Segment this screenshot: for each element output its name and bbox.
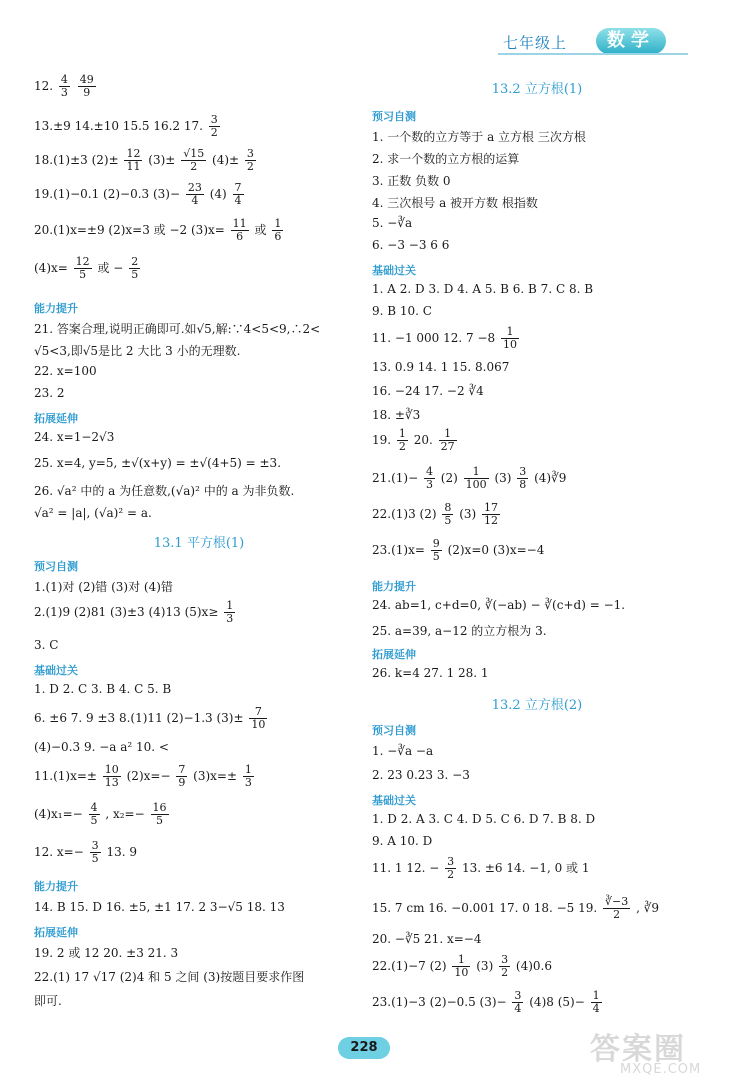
fraction: $\frac{9}{5}$ — [432, 537, 440, 563]
fraction: $\frac{11}{6}$ — [232, 217, 247, 243]
answer-line: (4)x₁=− $\frac{4}{5}$ , x₂=− $\frac{16}{5}$ — [34, 801, 167, 827]
fraction: $\frac{1}{10}$ — [454, 953, 469, 979]
answer-line: (4)−0.3 9. −a a² 10. < — [34, 740, 169, 754]
answer-line: 24. x=1−2√3 — [34, 430, 115, 444]
section-title: 13.2 立方根(2) — [491, 698, 583, 713]
answer-line: 即可. — [34, 994, 62, 1008]
section-heading: 基础过关 — [34, 664, 78, 677]
answer-line: 16. −24 17. −2 ∛4 — [372, 384, 484, 398]
answer-line: 12. x=− $\frac{3}{5}$ 13. 9 — [34, 839, 137, 865]
answer-line: 22.(1) 17 √17 (2)4 和 5 之间 (3)按题目要求作图 — [34, 970, 305, 984]
answer-line: 9. A 10. D — [372, 834, 433, 848]
answer-line: 9. B 10. C — [372, 304, 432, 318]
answer-line: 20.(1)x=±9 (2)x=3 或 −2 (3)x= $\frac{11}{6}$ 或 $\frac{1}{6}$ — [34, 217, 282, 243]
fraction: $\frac{2}{5}$ — [131, 255, 139, 281]
section-heading: 能力提升 — [372, 580, 416, 593]
answer-line: (4)x= $\frac{12}{5}$ 或 − $\frac{2}{5}$ — [34, 255, 139, 281]
fraction: $\frac{4}{3}$ — [425, 465, 433, 491]
answer-line: 18.(1)±3 (2)± $\frac{12}{11}$ (3)± $\frac{√15}{2}$ (4)± $\frac{3}{2}$ — [34, 147, 254, 173]
fraction: $\frac{1}{3}$ — [244, 763, 252, 789]
fraction: $\frac{12}{5}$ — [75, 255, 90, 281]
fraction: $\frac{12}{11}$ — [126, 147, 141, 173]
answer-line: 20. −∛5 21. x=−4 — [372, 932, 482, 946]
answer-line: 22.(1)3 (2) $\frac{8}{5}$ (3) $\frac{17}{12}$ — [372, 501, 499, 527]
answer-line: 3. 正数 负数 0 — [372, 174, 451, 188]
fraction: $\frac{4}{3}$ — [60, 73, 68, 99]
answer-line: 13.±9 14.±10 15.5 16.2 17. $\frac{3}{2}$ — [34, 113, 218, 139]
fraction: $\frac{1}{3}$ — [226, 599, 234, 625]
answer-line: 22. x=100 — [34, 364, 97, 378]
grade-label: 七年级上 — [503, 34, 568, 52]
watermark-logo: 答案圈 — [590, 1032, 686, 1067]
header-divider — [498, 53, 688, 55]
fraction: $\frac{7}{4}$ — [234, 181, 242, 207]
fraction: $\frac{3}{2}$ — [447, 855, 455, 881]
fraction: $\frac{10}{13}$ — [104, 763, 119, 789]
section-heading: 基础过关 — [372, 794, 416, 807]
answer-line: √5<3,即√5是比 2 大比 3 小的无理数. — [34, 344, 241, 358]
fraction: $\frac{3}{8}$ — [519, 465, 527, 491]
answer-line: 19. $\frac{1}{2}$ 20. $\frac{1}{27}$ — [372, 427, 455, 453]
answer-line: √a² = |a|, (√a)² = a. — [34, 506, 152, 520]
section-heading: 预习自测 — [372, 724, 416, 737]
answer-line: 24. ab=1, c+d=0, ∛(−ab) − ∛(c+d) = −1. — [372, 598, 626, 612]
answer-line: 4. 三次根号 a 被开方数 根指数 — [372, 196, 538, 210]
answer-line: 22.(1)−7 (2) $\frac{1}{10}$ (3) $\frac{3}{2}$ (4)0.6 — [372, 953, 552, 979]
answer-line: 2. 23 0.23 3. −3 — [372, 768, 470, 782]
fraction: $\frac{4}{5}$ — [90, 801, 98, 827]
section-heading: 预习自测 — [372, 110, 416, 123]
answer-line: 1. 一个数的立方等于 a 立方根 三次方根 — [372, 130, 586, 144]
answer-line: 2. 求一个数的立方根的运算 — [372, 152, 520, 166]
answer-line: 26. √a² 中的 a 为任意数,(√a)² 中的 a 为非负数. — [34, 484, 295, 498]
fraction: $\frac{1}{100}$ — [465, 465, 487, 491]
fraction: $\frac{7}{9}$ — [178, 763, 186, 789]
fraction: $\frac{8}{5}$ — [444, 501, 452, 527]
answer-line: 1. −∛a −a — [372, 744, 434, 758]
fraction: $\frac{3}{2}$ — [501, 953, 509, 979]
fraction: $\frac{3}{5}$ — [91, 839, 99, 865]
subject-badge: 数学 — [596, 28, 666, 54]
fraction: $\frac{7}{10}$ — [251, 705, 266, 731]
answer-line: 11.(1)x=± $\frac{10}{13}$ (2)x=− $\frac{7}{9}$ (3)x=± $\frac{1}{3}$ — [34, 763, 252, 789]
answer-line: 19. 2 或 12 20. ±3 21. 3 — [34, 946, 179, 960]
answer-line: 21. 答案合理,说明正确即可.如√5,解:∵4<5<9,∴2< — [34, 322, 321, 336]
fraction: $\frac{16}{5}$ — [152, 801, 167, 827]
section-heading: 能力提升 — [34, 880, 78, 893]
answer-line: 21.(1)− $\frac{4}{3}$ (2) $\frac{1}{100}$ (3) $\frac{3}{8}$ (4)∛9 — [372, 465, 567, 491]
fraction: $\frac{49}{9}$ — [79, 73, 94, 99]
answer-line: 6. −3 −3 6 6 — [372, 238, 450, 252]
answer-text: 12. — [34, 79, 54, 93]
answer-line: 26. k=4 27. 1 28. 1 — [372, 666, 489, 680]
fraction: $\frac{3}{4}$ — [514, 989, 522, 1015]
answer-line: 14. B 15. D 16. ±5, ±1 17. 2 3−√5 18. 13 — [34, 900, 285, 914]
answer-line: 5. −∛a — [372, 216, 413, 230]
answer-line: 1. D 2. C 3. B 4. C 5. B — [34, 682, 172, 696]
answer-line: 11. 1 12. − $\frac{3}{2}$ 13. ±6 14. −1, 0 或 1 — [372, 855, 590, 881]
fraction: $\frac{∛-3}{2}$ — [605, 895, 629, 921]
answer-line: 23.(1)x= $\frac{9}{5}$ (2)x=0 (3)x=−4 — [372, 537, 545, 563]
fraction: $\frac{23}{4}$ — [187, 181, 202, 207]
answer-line: 2.(1)9 (2)81 (3)±3 (4)13 (5)x≥ $\frac{1}{3}$ — [34, 599, 234, 625]
fraction: $\frac{1}{2}$ — [398, 427, 406, 453]
answer-line: 1. D 2. A 3. C 4. D 5. C 6. D 7. B 8. D — [372, 812, 596, 826]
page-number: 228 — [338, 1037, 390, 1059]
section-title: 13.1 平方根(1) — [153, 536, 245, 551]
answer-line: 1. A 2. D 3. D 4. A 5. B 6. B 7. C 8. B — [372, 282, 594, 296]
answer-line: 11. −1 000 12. 7 −8 $\frac{1}{10}$ — [372, 325, 517, 351]
fraction: $\frac{1}{6}$ — [274, 217, 282, 243]
answer-line: 19.(1)−0.1 (2)−0.3 (3)− $\frac{23}{4}$ (4) $\frac{7}{4}$ — [34, 181, 242, 207]
answer-line: 13. 0.9 14. 1 15. 8.067 — [372, 360, 510, 374]
fraction: $\frac{1}{10}$ — [503, 325, 517, 351]
section-heading: 拓展延伸 — [34, 926, 78, 939]
fraction: $\frac{3}{2}$ — [246, 147, 254, 173]
section-heading: 能力提升 — [34, 302, 78, 315]
section-title: 13.2 立方根(1) — [491, 82, 583, 97]
answer-line: 25. x=4, y=5, ±√(x+y) = ±√(4+5) = ±3. — [34, 456, 282, 470]
answer-line — [34, 74, 98, 99]
section-heading: 拓展延伸 — [372, 648, 416, 661]
fraction: $\frac{√15}{2}$ — [183, 147, 205, 173]
answer-line: 18. ±∛3 — [372, 408, 421, 422]
answer-line: 1.(1)对 (2)错 (3)对 (4)错 — [34, 580, 173, 594]
answer-line: 25. a=39, a−12 的立方根为 3. — [372, 624, 547, 638]
answer-line: 6. ±6 7. 9 ±3 8.(1)11 (2)−1.3 (3)± $\frac{7}{10}$ — [34, 705, 266, 731]
watermark-url: MXQE.COM — [620, 1062, 702, 1077]
fraction: $\frac{3}{2}$ — [210, 113, 218, 139]
answer-line: 23.(1)−3 (2)−0.5 (3)− $\frac{3}{4}$ (4)8 (5)− $\frac{1}{4}$ — [372, 989, 600, 1015]
section-heading: 基础过关 — [372, 264, 416, 277]
answer-line: 23. 2 — [34, 386, 65, 400]
fraction: $\frac{17}{12}$ — [484, 501, 499, 527]
section-heading: 拓展延伸 — [34, 412, 78, 425]
answer-line: 15. 7 cm 16. −0.001 17. 0 18. −5 19. $\frac{∛-3}{2}$ , ∛9 — [372, 895, 660, 921]
fraction: $\frac{1}{4}$ — [592, 989, 600, 1015]
section-heading: 预习自测 — [34, 560, 78, 573]
fraction: $\frac{1}{27}$ — [440, 427, 455, 453]
answer-line: 3. C — [34, 638, 59, 652]
